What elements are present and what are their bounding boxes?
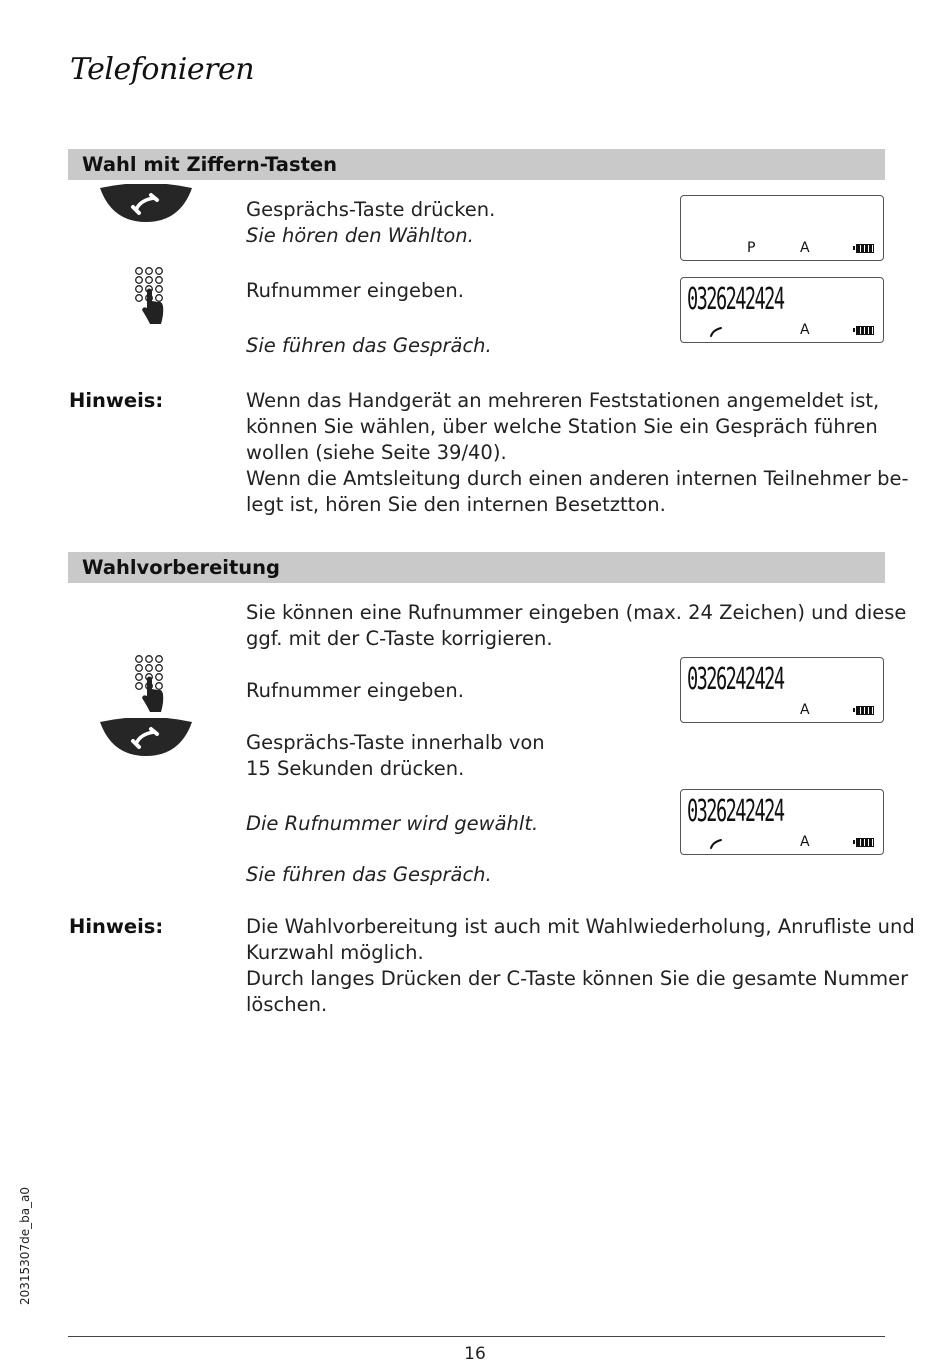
- handset-display: [680, 195, 884, 261]
- display-indicator-a: A: [800, 834, 810, 850]
- keypad-icon: [134, 266, 166, 328]
- display-number: 0326242424: [687, 794, 784, 829]
- handset-icon: [709, 838, 723, 850]
- instruction-text: 15 Sekunden drücken.: [246, 757, 465, 780]
- footer-divider: [68, 1336, 885, 1337]
- note-line: Wenn das Handgerät an mehreren Feststationen angemeldet ist,: [246, 389, 880, 412]
- note-line: Wenn die Amtsleitung durch einen anderen internen Teilnehmer be-: [246, 467, 909, 490]
- display-indicator-a: A: [800, 322, 810, 338]
- talk-key-icon: [98, 718, 194, 758]
- keypad-icon: [134, 654, 166, 716]
- instruction-text: Rufnummer eingeben.: [246, 279, 464, 302]
- instruction-text-italic: Sie führen das Gespräch.: [246, 863, 492, 886]
- note-line: legt ist, hören Sie den internen Besetztton.: [246, 493, 666, 516]
- display-number: 0326242424: [687, 662, 784, 697]
- intro-line: Sie können eine Rufnummer eingeben (max. 24 Zeichen) und diese: [246, 601, 907, 624]
- battery-icon: [856, 326, 874, 335]
- note-label: Hinweis:: [69, 915, 164, 938]
- talk-key-icon: [98, 184, 194, 224]
- battery-icon: [856, 838, 874, 847]
- handset-display: [680, 277, 884, 343]
- section-heading-dialing: [68, 149, 885, 180]
- handset-display: [680, 657, 884, 723]
- display-number: 0326242424: [687, 282, 784, 317]
- intro-line: ggf. mit der C-Taste korrigieren.: [246, 627, 553, 650]
- section-heading-text: Wahl mit Ziffern-Tasten: [82, 153, 337, 176]
- page-title: Telefonieren: [70, 52, 255, 87]
- display-indicator-a: A: [800, 702, 810, 718]
- instruction-text-italic: Sie hören den Wählton.: [246, 224, 474, 247]
- note-line: Durch langes Drücken der C-Taste können Sie die gesamte Nummer: [246, 967, 909, 990]
- instruction-text-italic: Sie führen das Gespräch.: [246, 334, 492, 357]
- display-indicator-p: P: [747, 240, 756, 256]
- display-indicator-a: A: [800, 240, 810, 256]
- section-heading-predialing: [68, 552, 885, 583]
- handset-icon: [709, 326, 723, 338]
- battery-icon: [856, 244, 874, 253]
- note-line: Kurzwahl möglich.: [246, 941, 424, 964]
- note-line: können Sie wählen, über welche Station Sie ein Gespräch führen: [246, 415, 878, 438]
- section-heading-text: Wahlvorbereitung: [82, 556, 281, 579]
- battery-icon: [856, 706, 874, 715]
- note-line: löschen.: [246, 993, 328, 1016]
- page-number: 16: [464, 1344, 486, 1364]
- instruction-text-italic: Die Rufnummer wird gewählt.: [246, 812, 539, 835]
- instruction-text: Gesprächs-Taste innerhalb von: [246, 731, 545, 754]
- note-label: Hinweis:: [69, 389, 164, 412]
- note-line: Die Wahlvorbereitung ist auch mit Wahlwiederholung, Anrufliste und: [246, 915, 915, 938]
- note-line: wollen (siehe Seite 39/40).: [246, 441, 507, 464]
- instruction-text: Rufnummer eingeben.: [246, 679, 464, 702]
- document-code: 20315307de_ba_a0: [18, 1186, 32, 1305]
- instruction-text: Gesprächs-Taste drücken.: [246, 198, 496, 221]
- handset-display: [680, 789, 884, 855]
